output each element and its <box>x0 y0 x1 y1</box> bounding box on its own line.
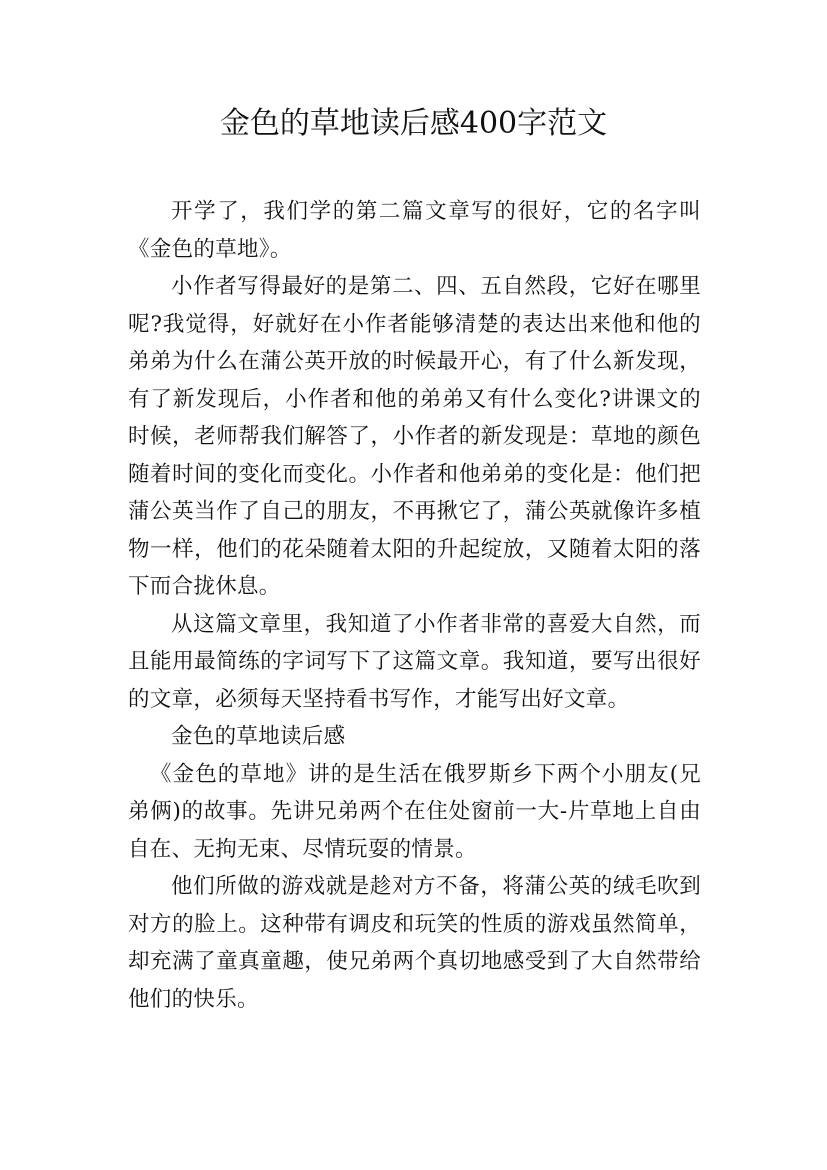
paragraph-analysis: 小作者写得最好的是第二、四、五自然段，它好在哪里呢?我觉得，好就好在小作者能够清楚的表达出来他和他的弟弟为什么在蒲公英开放的时候最开心，有了什么新发现，有了新发现后，小作者和他的弟弟又有什么变化?讲课文的时候，老师帮我们解答了，小作者的新发现是：草地的颜色随着时间的变化而变化。小作者和他弟弟的变化是：他们把蒲公英当作了自己的朋友，不再揪它了，蒲公英就像许多植物一样，他们的花朵随着太阳的升起绽放，又随着太阳的落下而合拢休息。 <box>128 274 701 599</box>
paragraph-conclusion: 从这篇文章里，我知道了小作者非常的喜爱大自然，而且能用最简练的字词写下了这篇文章。我知道，要写出很好的文章，必须每天坚持看书写作，才能写出好文章。 <box>128 611 701 712</box>
paragraph-game-description: 他们所做的游戏就是趁对方不备，将蒲公英的绒毛吹到对方的脸上。这种带有调皮和玩笑的性质的游戏虽然简单，却充满了童真童趣，使兄弟两个真切地感受到了大自然带给他们的快乐。 <box>128 874 701 1012</box>
section-heading: 金色的草地读后感 <box>171 724 346 749</box>
paragraph-story-summary: 《金色的草地》讲的是生活在俄罗斯乡下两个小朋友(兄弟俩)的故事。先讲兄弟两个在住处窗前一大-片草地上自由自在、无拘无束、尽情玩耍的情景。 <box>128 761 701 862</box>
paragraph-intro: 开学了，我们学的第二篇文章写的很好，它的名字叫《金色的草地》。 <box>128 199 701 262</box>
document-title: 金色的草地读后感400字范文 <box>219 106 608 141</box>
document-body <box>128 193 701 1018</box>
